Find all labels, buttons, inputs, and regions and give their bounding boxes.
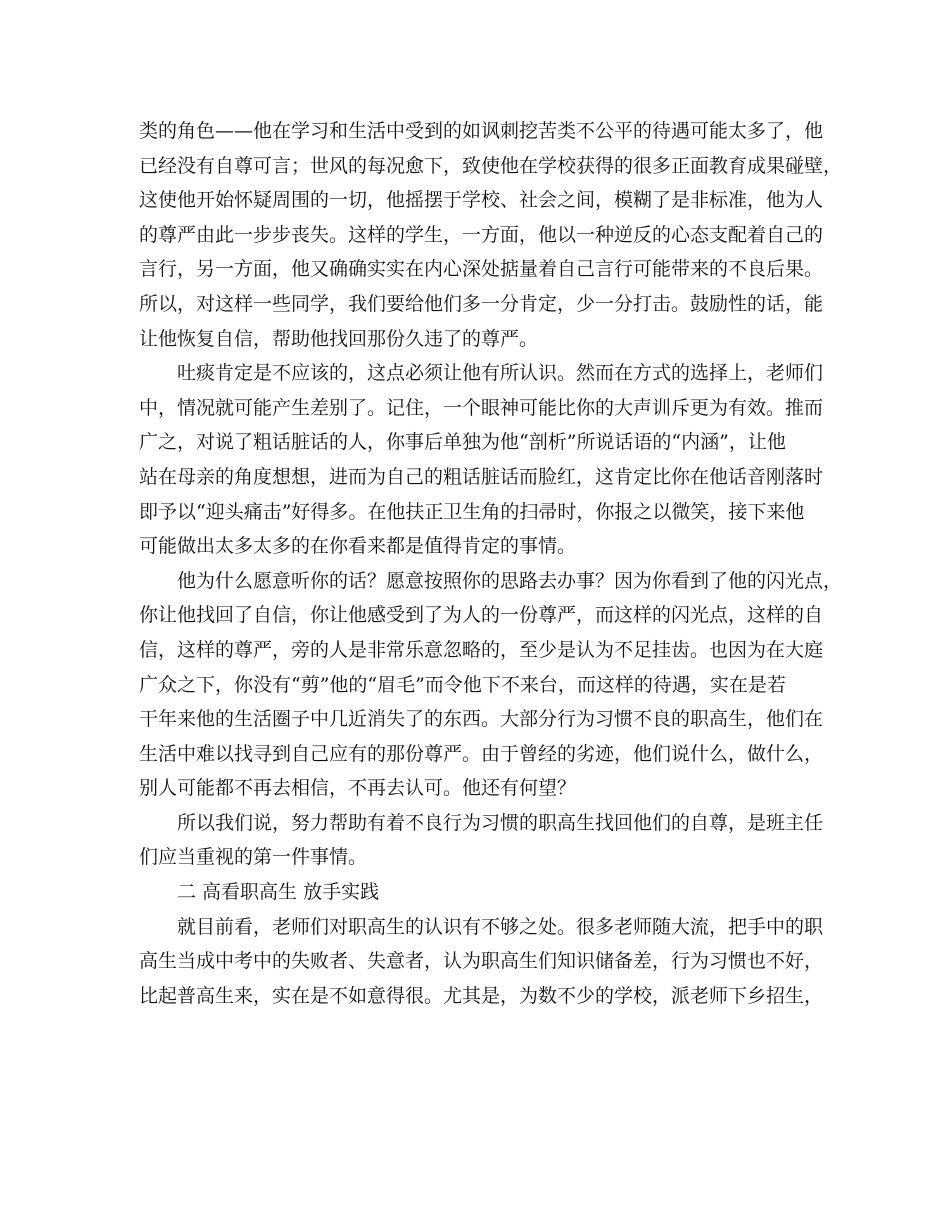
text-line: 的尊严由此一步步丧失。这样的学生，一方面，他以一种逆反的心态支配着自己的 xyxy=(139,223,824,246)
text-line: 中，情况就可能产生差别了。记住，一个眼神可能比你的大声训斥更为有效。推而 xyxy=(139,396,824,419)
paragraph xyxy=(139,910,824,1014)
text-line: 你让他找回了自信，你让他感受到了为人的一份尊严，而这样的闪光点，这样的自 xyxy=(139,604,824,627)
document-body xyxy=(139,114,843,1013)
text-line: 比起普高生来，实在是不如意得很。尤其是，为数不少的学校，派老师下乡招生， xyxy=(139,984,824,1007)
text-line: 他为什么愿意听你的话？愿意按照你的思路去办事？因为你看到了他的闪光点， xyxy=(177,569,843,592)
text-line: 这使他开始怀疑周围的一切，他摇摆于学校、社会之间，模糊了是非标准，他为人 xyxy=(139,189,824,212)
paragraph xyxy=(139,806,824,875)
text-line: 高生当成中考中的失败者、失意者，认为职高生们知识储备差，行为习惯也不好， xyxy=(139,950,824,973)
text-line: 就目前看，老师们对职高生的认识有不够之处。很多老师随大流，把手中的职 xyxy=(177,915,824,938)
paragraph xyxy=(139,875,819,910)
text-line: 信，这样的尊严，旁的人是非常乐意忽略的，至少是认为不足挂齿。也因为在大庭 xyxy=(139,638,824,661)
text-line: 别人可能都不再去相信，不再去认可。他还有何望？ xyxy=(139,777,577,800)
text-line: 广之，对说了粗话脏话的人，你事后单独为他“剖析”所说话语的“内涵”，让他 xyxy=(139,431,786,454)
paragraph xyxy=(139,564,843,806)
text-line: 所以，对这样一些同学，我们要给他们多一分肯定，少一分打击。鼓励性的话，能 xyxy=(139,292,824,315)
text-line: 广众之下，你没有“剪”他的“眉毛”而令他下不来台，而这样的待遇，实在是若 xyxy=(139,673,786,696)
paragraph xyxy=(139,114,843,356)
text-line: 让他恢复自信，帮助他找回那份久违了的尊严。 xyxy=(139,327,539,350)
text-line: 吐痰肯定是不应该的，这点必须让他有所认识。然而在方式的选择上，老师们 xyxy=(177,362,824,385)
text-line: 站在母亲的角度想想，进而为自己的粗话脏话而脸红，这肯定比你在他话音刚落时 xyxy=(139,465,824,488)
text-line: 干年来他的生活圈子中几近消失了的东西。大部分行为习惯不良的职高生，他们在 xyxy=(139,708,824,731)
text-line: 二 高看职高生 放手实践 xyxy=(177,881,380,904)
text-line: 已经没有自尊可言；世风的每况愈下，致使他在学校获得的很多正面教育成果碰壁， xyxy=(139,154,843,177)
text-line: 们应当重视的第一件事情。 xyxy=(139,846,368,869)
paragraph xyxy=(139,356,824,564)
text-line: 言行，另一方面，他又确确实实在内心深处掂量着自己言行可能带来的不良后果。 xyxy=(139,258,824,281)
text-line: 所以我们说，努力帮助有着不良行为习惯的职高生找回他们的自尊，是班主任 xyxy=(177,811,824,834)
text-line: 即予以“迎头痛击”好得多。在他扶正卫生角的扫帚时，你报之以微笑，接下来他 xyxy=(139,500,805,523)
text-line: 可能做出太多太多的在你看来都是值得肯定的事情。 xyxy=(139,535,577,558)
text-line: 类的角色——他在学习和生活中受到的如讽刺挖苦类不公平的待遇可能太多了，他 xyxy=(139,120,824,142)
text-line: 生活中难以找寻到自己应有的那份尊严。由于曾经的劣迹，他们说什么，做什么， xyxy=(139,742,824,765)
